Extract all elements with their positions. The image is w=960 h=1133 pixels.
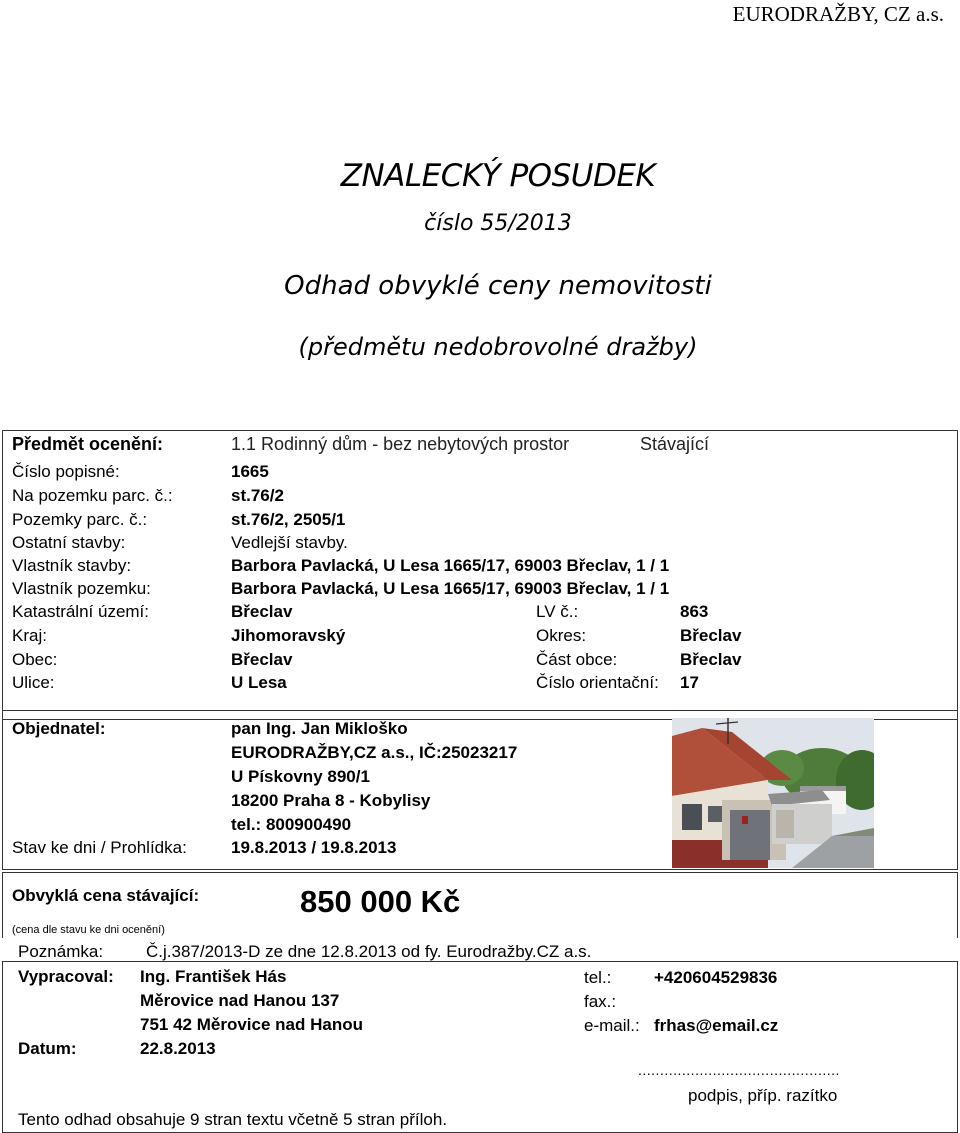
location-label: Obec: [12, 650, 58, 669]
subject-value: 1.1 Rodinný dům - bez nebytových prostor [231, 434, 570, 454]
row-label: Vlastník stavby: [12, 556, 132, 575]
location-label2: Část obce: [536, 650, 618, 669]
location-value2: 863 [680, 602, 709, 621]
contact-value: frhas@email.cz [654, 1016, 779, 1035]
company-name: EURODRAŽBY, CZ a.s. [732, 2, 944, 26]
document-number: číslo 55/2013 [424, 211, 572, 236]
author-line: 751 42 Měrovice nad Hanou [140, 1015, 363, 1034]
client-label: Objednatel: [12, 719, 106, 738]
location-label: Katastrální území: [12, 602, 150, 621]
client-line: 18200 Praha 8 - Kobylisy [231, 791, 431, 810]
inspection-date-value: 19.8.2013 / 19.8.2013 [231, 838, 397, 857]
location-value: U Lesa [231, 673, 287, 692]
remark-label: Poznámka: [18, 942, 104, 961]
contact-value: +420604529836 [654, 968, 778, 987]
price-value: 850 000 Kč [300, 884, 461, 919]
document-subtitle: Odhad obvyklé ceny nemovitosti [284, 271, 712, 301]
inspection-date-label: Stav ke dni / Prohlídka: [12, 838, 187, 857]
document-title: ZNALECKÝ POSUDEK [340, 158, 656, 194]
location-value2: 17 [680, 673, 699, 692]
remark-value: Č.j.387/2013-D ze dne 12.8.2013 od fy. Eurodražby.CZ a.s. [146, 942, 592, 961]
location-label2: Okres: [536, 626, 587, 645]
contact-label: fax.: [584, 992, 617, 1011]
date-value: 22.8.2013 [140, 1039, 216, 1058]
location-value: Jihomoravský [231, 626, 346, 645]
subject-state: Stávající [640, 434, 710, 454]
contact-label: e-mail.: [584, 1016, 640, 1035]
row-value: 1665 [231, 462, 269, 481]
price-label: Obvyklá cena stávající: [12, 886, 200, 905]
row-value: st.76/2 [231, 486, 284, 505]
row-label: Vlastník pozemku: [12, 579, 151, 598]
contact-label: tel.: [584, 968, 612, 987]
row-value: Vedlejší stavby. [231, 533, 348, 552]
author-line: Ing. František Hás [140, 967, 287, 986]
client-line: U Pískovny 890/1 [231, 767, 370, 786]
location-value2: Břeclav [680, 650, 742, 669]
footer-note: Tento odhad obsahuje 9 stran textu včetně 5 stran příloh. [18, 1110, 448, 1129]
row-value: st.76/2, 2505/1 [231, 510, 346, 529]
price-note: (cena dle stavu ke dni ocenění) [12, 924, 165, 936]
row-label: Ostatní stavby: [12, 533, 126, 552]
client-line: tel.: 800900490 [231, 815, 352, 834]
client-line: EURODRAŽBY,CZ a.s., IČ:25023217 [231, 743, 518, 762]
row-value: Barbora Pavlacká, U Lesa 1665/17, 69003 Břeclav, 1 / 1 [231, 556, 670, 575]
location-value: Břeclav [231, 650, 293, 669]
location-label: Kraj: [12, 626, 47, 645]
row-label: Pozemky parc. č.: [12, 510, 148, 529]
signature-label: podpis, příp. razítko [688, 1086, 838, 1105]
row-value: Barbora Pavlacká, U Lesa 1665/17, 69003 Břeclav, 1 / 1 [231, 579, 670, 598]
client-line: pan Ing. Jan Mikloško [231, 719, 408, 738]
date-label: Datum: [18, 1039, 77, 1058]
location-label: Ulice: [12, 673, 55, 692]
row-label: Číslo popisné: [12, 462, 120, 481]
location-label2: LV č.: [536, 602, 579, 621]
document-note: (předmětu nedobrovolné dražby) [298, 333, 698, 361]
author-line: Měrovice nad Hanou 137 [140, 991, 340, 1010]
location-value2: Břeclav [680, 626, 742, 645]
house-photo [672, 718, 874, 868]
author-label: Vypracoval: [18, 967, 114, 986]
location-label2: Číslo orientační: [536, 673, 659, 692]
row-label: Na pozemku parc. č.: [12, 486, 173, 505]
signature-line: .............................................. [638, 1062, 840, 1078]
subject-label: Předmět ocenění: [12, 434, 164, 454]
location-value: Břeclav [231, 602, 293, 621]
